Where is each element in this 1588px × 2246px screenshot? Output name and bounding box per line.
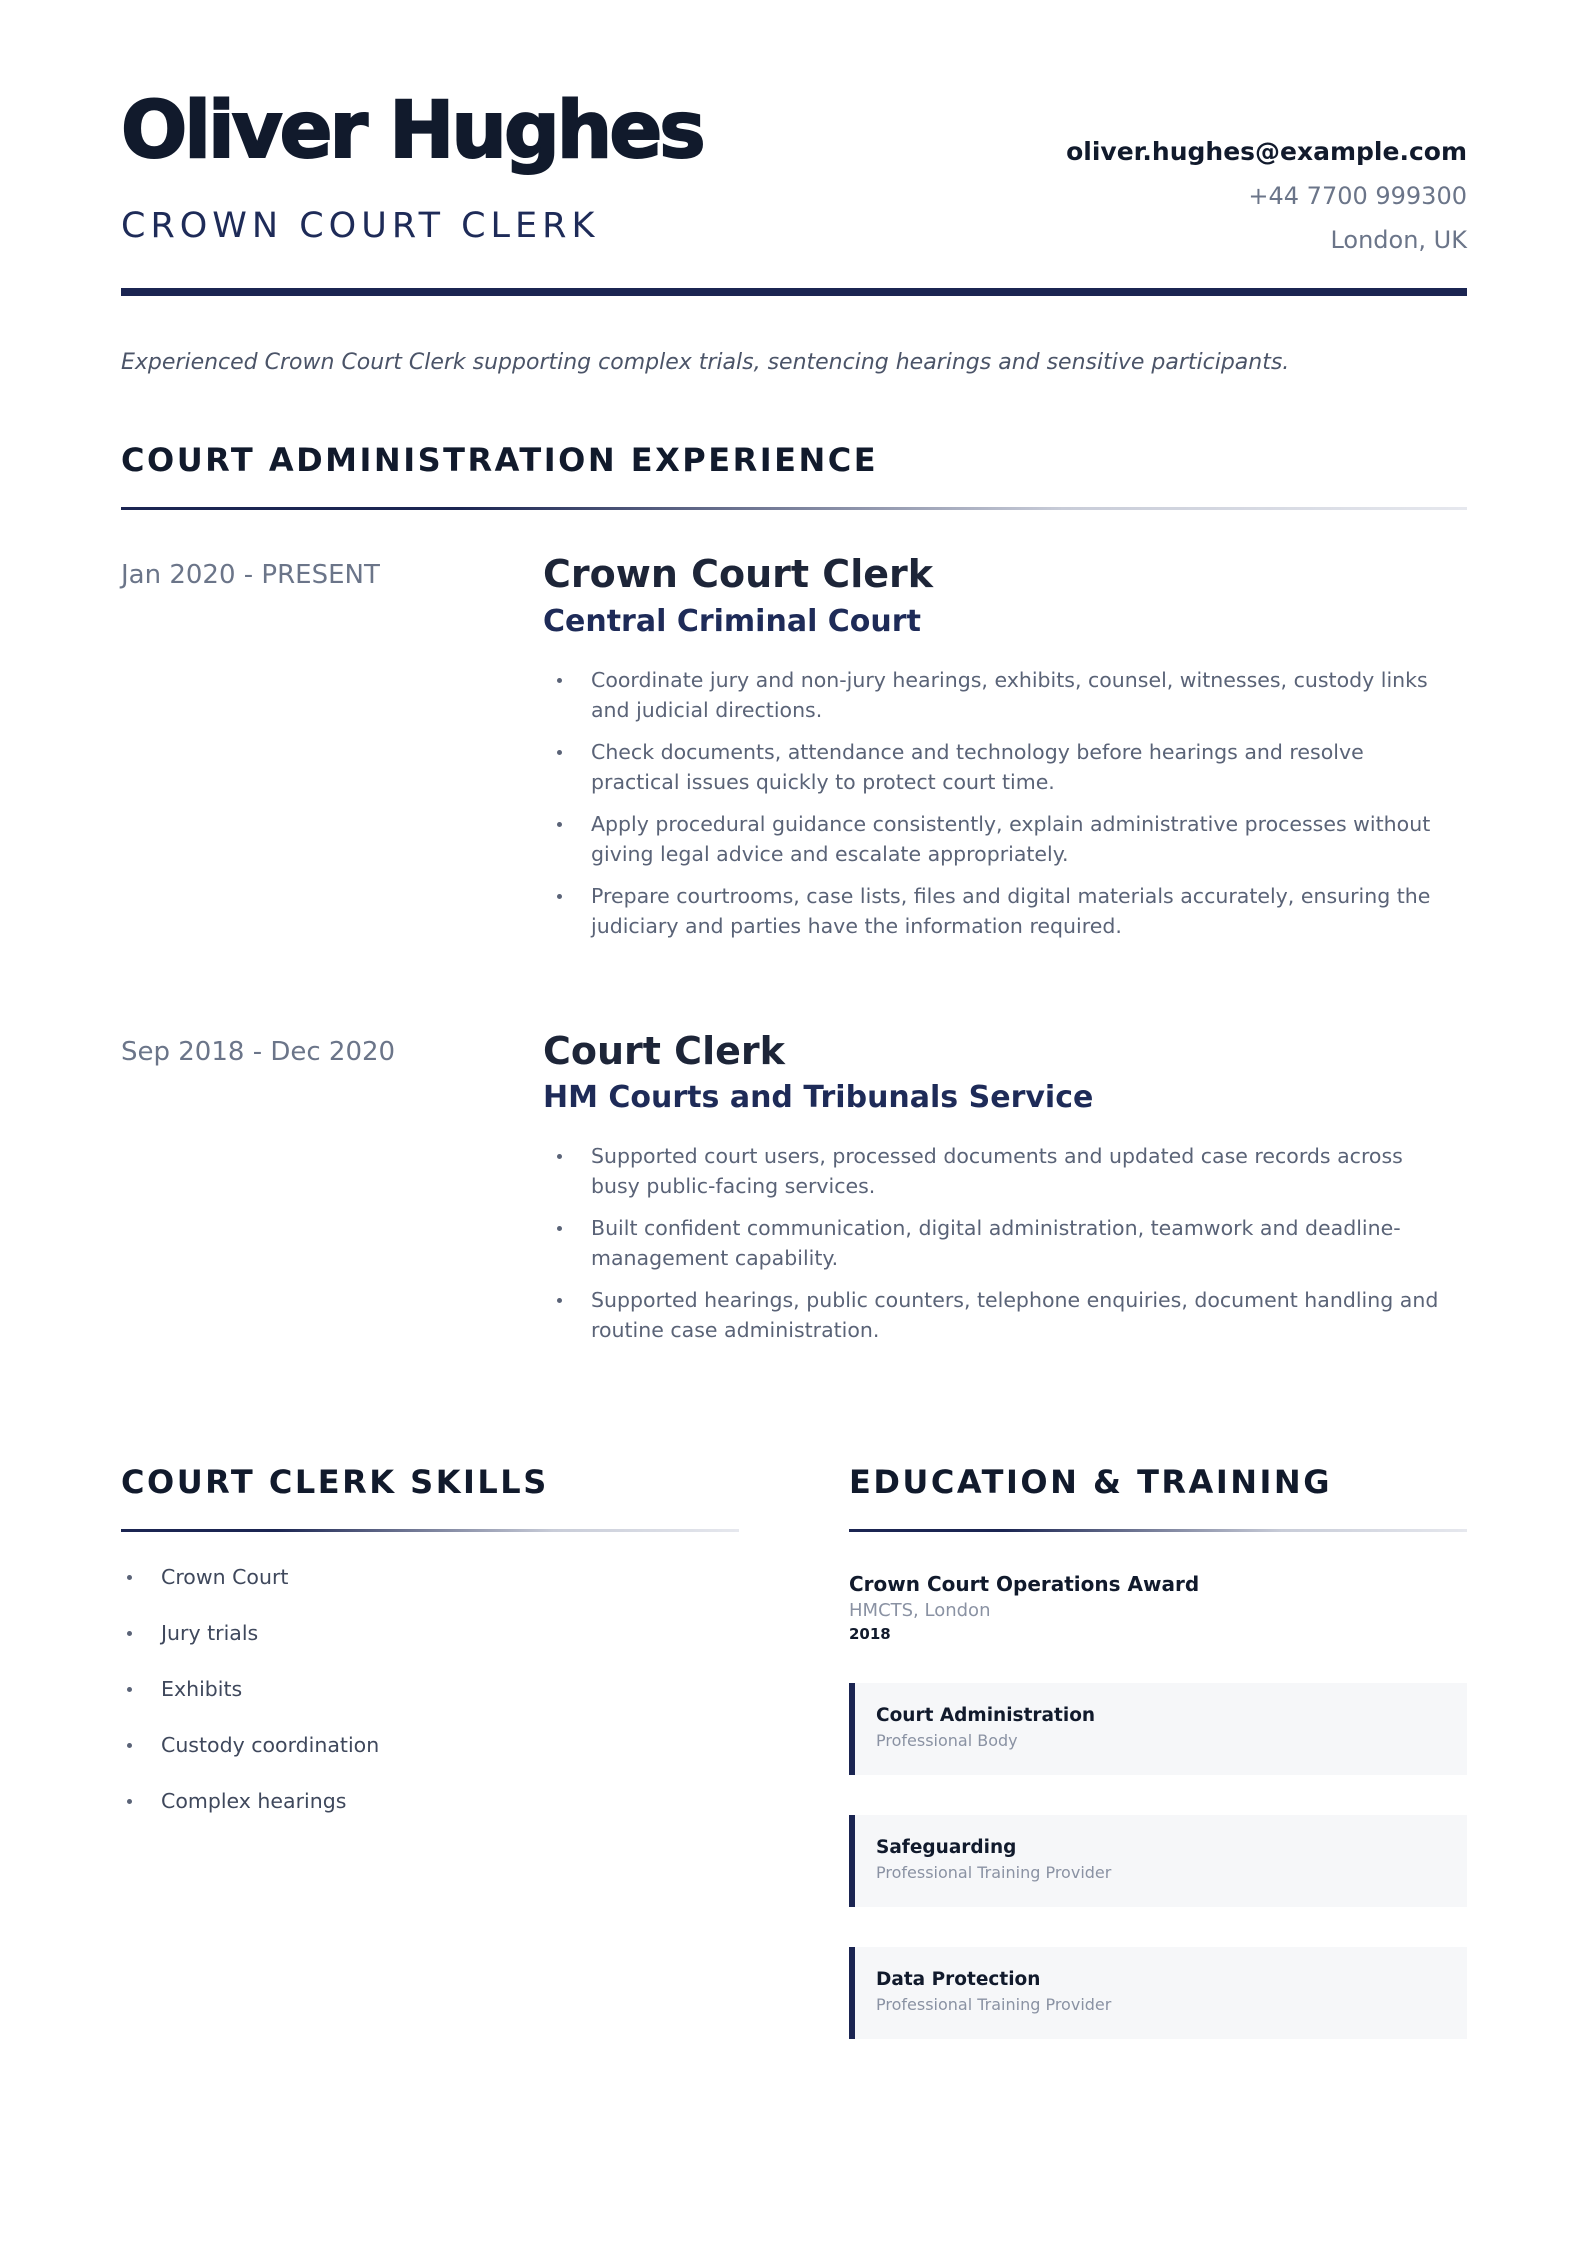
- certification-org: Professional Body: [876, 1731, 1018, 1751]
- contact-email[interactable]: oliver.hughes@example.com: [1066, 137, 1467, 166]
- job-company: Central Criminal Court: [543, 603, 921, 639]
- job-title: Court Clerk: [543, 1028, 785, 1073]
- header-divider: [121, 288, 1467, 296]
- education-org: HMCTS, London: [849, 1600, 991, 1622]
- job-company: HM Courts and Tribunals Service: [543, 1080, 1094, 1116]
- certification-title: Data Protection: [876, 1969, 1041, 1991]
- job-bullet: Built confident communication, digital administration, teamwork and deadline-management capability.: [543, 1213, 1467, 1273]
- profile-summary: Experienced Crown Court Clerk supporting complex trials, sentencing hearings and sensitive participants.: [121, 350, 1290, 375]
- certification-card: [849, 1947, 1467, 2039]
- certification-org: Professional Training Provider: [876, 1995, 1112, 2015]
- job-details: [543, 552, 1467, 953]
- certification-card: [849, 1683, 1467, 1775]
- education-heading: EDUCATION & TRAINING: [849, 1463, 1332, 1502]
- skills-heading: COURT CLERK SKILLS: [121, 1463, 549, 1502]
- education-entry: [849, 1572, 1467, 1643]
- job-entry: [121, 1029, 1467, 1358]
- contact-phone: +44 7700 999300: [1248, 182, 1467, 210]
- job-bullets: [543, 1141, 1467, 1345]
- candidate-name: Oliver Hughes: [121, 86, 703, 176]
- certification-title: Court Administration: [876, 1705, 1096, 1727]
- job-title: Crown Court Clerk: [543, 552, 934, 596]
- job-bullet: Supported hearings, public counters, telephone enquiries, document handling and routine case administration.: [543, 1285, 1467, 1345]
- contact-location: London, UK: [1330, 226, 1467, 254]
- skill-item: Custody coordination: [121, 1730, 739, 1786]
- job-entry: [121, 552, 1467, 953]
- job-bullet: Supported court users, processed documents and updated case records across busy public-facing services.: [543, 1141, 1467, 1201]
- skill-item: Crown Court: [121, 1562, 739, 1618]
- job-details: [543, 1029, 1467, 1358]
- section-divider: [121, 507, 1467, 510]
- experience-heading: COURT ADMINISTRATION EXPERIENCE: [121, 441, 879, 479]
- job-bullet: Check documents, attendance and technology before hearings and resolve practical issues quickly to protect court time.: [543, 737, 1467, 797]
- experience-section: [121, 441, 1467, 1357]
- job-bullet: Coordinate jury and non-jury hearings, exhibits, counsel, witnesses, custody links and judicial directions.: [543, 665, 1467, 725]
- section-divider: [121, 1529, 739, 1532]
- candidate-role: CROWN COURT CLERK: [121, 206, 600, 246]
- lower-columns: [121, 1463, 1467, 2039]
- job-dates: Jan 2020 - PRESENT: [121, 560, 380, 590]
- education-year: 2018: [849, 1625, 891, 1644]
- section-divider: [849, 1529, 1467, 1532]
- contact-block: [1066, 130, 1467, 262]
- certification-title: Safeguarding: [876, 1837, 1017, 1859]
- job-bullet: Prepare courtrooms, case lists, files and digital materials accurately, ensuring the judiciary and parties have the information required.: [543, 881, 1467, 941]
- skills-section: [121, 1463, 739, 2039]
- job-bullets: [543, 665, 1467, 941]
- resume-header: [121, 0, 1467, 296]
- education-section: [849, 1463, 1467, 2039]
- skills-list: [121, 1562, 739, 1842]
- skill-item: Jury trials: [121, 1618, 739, 1674]
- job-dates: Sep 2018 - Dec 2020: [121, 1036, 396, 1067]
- skill-item: Exhibits: [121, 1674, 739, 1730]
- certification-org: Professional Training Provider: [876, 1863, 1112, 1883]
- skill-item: Complex hearings: [121, 1786, 739, 1842]
- job-bullet: Apply procedural guidance consistently, explain administrative processes without giving legal advice and escalate appropriately.: [543, 809, 1467, 869]
- education-title: Crown Court Operations Award: [849, 1572, 1200, 1597]
- certification-card: [849, 1815, 1467, 1907]
